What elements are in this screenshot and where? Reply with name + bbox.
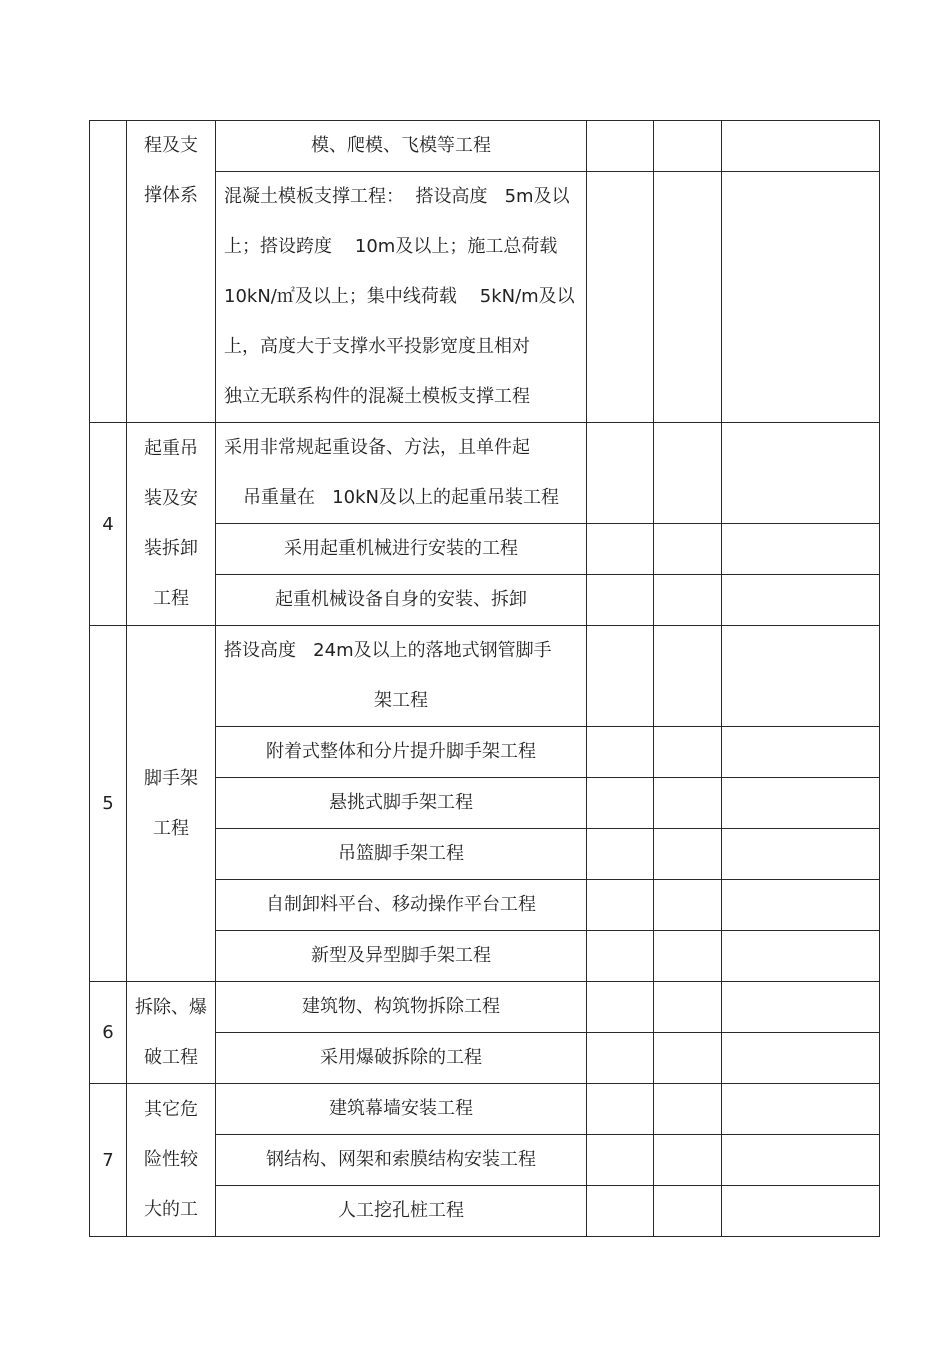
- category-line: 工程: [153, 817, 189, 839]
- empty-cell: [722, 1033, 880, 1084]
- category-line: 撑体系: [144, 185, 198, 206]
- category-line: 大的工: [144, 1199, 198, 1220]
- description-cell: [216, 931, 587, 982]
- description-cell: [216, 524, 587, 575]
- description-cell: [216, 1033, 587, 1084]
- description-cell: [216, 982, 587, 1033]
- description-cell: [216, 626, 587, 727]
- category-cell: [127, 626, 216, 982]
- empty-cell: [587, 727, 654, 778]
- hazard-project-table: [89, 120, 880, 1237]
- empty-cell: [722, 172, 880, 423]
- description-line: 10kN/㎡及以上；集中线荷载 5kN/m及以: [224, 286, 575, 307]
- description-cell: [216, 880, 587, 931]
- description-line: 上，高度大于支撑水平投影宽度且相对: [224, 336, 530, 357]
- empty-cell: [587, 172, 654, 423]
- row-number-cell: 5: [90, 626, 127, 982]
- description-line: 混凝土模板支撑工程： 搭设高度 5m及以: [224, 186, 570, 207]
- description-line: 独立无联系构件的混凝土模板支撑工程: [224, 386, 530, 407]
- empty-cell: [654, 121, 722, 172]
- description-cell: [216, 829, 587, 880]
- description-line: 悬挑式脚手架工程: [329, 792, 473, 813]
- description-cell: [216, 423, 587, 524]
- description-line: 搭设高度 24m及以上的落地式钢管脚手: [224, 640, 552, 661]
- category-line: 其它危: [144, 1099, 198, 1120]
- empty-cell: [722, 1135, 880, 1186]
- description-line: 吊重量在 10kN及以上的起重吊装工程: [243, 487, 559, 508]
- category-cell: [127, 982, 216, 1084]
- empty-cell: [654, 626, 722, 727]
- table-row: [90, 626, 880, 727]
- empty-cell: [722, 423, 880, 524]
- empty-cell: [722, 727, 880, 778]
- description-line: 钢结构、网架和索膜结构安装工程: [266, 1149, 536, 1170]
- description-line: 采用非常规起重设备、方法，且单件起: [224, 437, 530, 458]
- category-line: 拆除、爆: [135, 996, 207, 1018]
- description-line: 新型及异型脚手架工程: [311, 945, 491, 966]
- description-cell: [216, 727, 587, 778]
- empty-cell: [587, 524, 654, 575]
- empty-cell: [654, 423, 722, 524]
- category-line: 脚手架: [144, 767, 198, 789]
- description-line: 架工程: [374, 690, 428, 711]
- category-cell: [127, 121, 216, 423]
- empty-cell: [654, 727, 722, 778]
- description-line: 附着式整体和分片提升脚手架工程: [266, 741, 536, 762]
- table-row: [90, 423, 880, 524]
- category-cell: [127, 1084, 216, 1237]
- empty-cell: [722, 1186, 880, 1237]
- empty-cell: [722, 1084, 880, 1135]
- row-number-cell: [90, 121, 127, 423]
- description-line: 模、爬模、飞模等工程: [311, 135, 491, 156]
- empty-cell: [722, 626, 880, 727]
- empty-cell: [722, 931, 880, 982]
- empty-cell: [587, 880, 654, 931]
- description-line: 建筑物、构筑物拆除工程: [302, 996, 500, 1017]
- empty-cell: [722, 121, 880, 172]
- empty-cell: [654, 172, 722, 423]
- empty-cell: [587, 626, 654, 727]
- description-line: 起重机械设备自身的安装、拆卸: [275, 589, 527, 610]
- empty-cell: [587, 931, 654, 982]
- description-cell: [216, 778, 587, 829]
- empty-cell: [722, 575, 880, 626]
- description-cell: [216, 1135, 587, 1186]
- description-cell: [216, 121, 587, 172]
- description-line: 采用爆破拆除的工程: [320, 1047, 482, 1068]
- empty-cell: [654, 1084, 722, 1135]
- empty-cell: [722, 778, 880, 829]
- empty-cell: [587, 575, 654, 626]
- empty-cell: [654, 778, 722, 829]
- row-number-cell: 7: [90, 1084, 127, 1237]
- empty-cell: [654, 1033, 722, 1084]
- empty-cell: [722, 982, 880, 1033]
- empty-cell: [587, 1135, 654, 1186]
- description-line: 采用起重机械进行安装的工程: [284, 538, 518, 559]
- description-cell: [216, 1186, 587, 1237]
- description-cell: [216, 1084, 587, 1135]
- table-row: [90, 121, 880, 172]
- empty-cell: [587, 778, 654, 829]
- table-row: [90, 1084, 880, 1135]
- description-cell: [216, 575, 587, 626]
- empty-cell: [587, 423, 654, 524]
- description-line: 自制卸料平台、移动操作平台工程: [266, 894, 536, 915]
- description-cell: [216, 172, 587, 423]
- empty-cell: [654, 829, 722, 880]
- table-row: [90, 982, 880, 1033]
- category-line: 装拆卸: [144, 538, 198, 559]
- empty-cell: [587, 121, 654, 172]
- empty-cell: [722, 880, 880, 931]
- empty-cell: [587, 982, 654, 1033]
- empty-cell: [654, 982, 722, 1033]
- description-line: 上；搭设跨度 10m及以上；施工总荷载: [224, 236, 558, 257]
- empty-cell: [722, 524, 880, 575]
- row-number-cell: 6: [90, 982, 127, 1084]
- category-line: 装及安: [144, 488, 198, 509]
- empty-cell: [587, 829, 654, 880]
- empty-cell: [654, 575, 722, 626]
- empty-cell: [587, 1033, 654, 1084]
- empty-cell: [654, 931, 722, 982]
- description-line: 吊篮脚手架工程: [338, 843, 464, 864]
- category-line: 破工程: [144, 1046, 198, 1068]
- empty-cell: [654, 524, 722, 575]
- category-cell: [127, 423, 216, 626]
- category-line: 工程: [153, 588, 189, 609]
- empty-cell: [587, 1084, 654, 1135]
- empty-cell: [654, 880, 722, 931]
- category-line: 险性较: [144, 1149, 198, 1170]
- category-line: 程及支: [144, 135, 198, 156]
- empty-cell: [654, 1135, 722, 1186]
- row-number-cell: 4: [90, 423, 127, 626]
- empty-cell: [722, 829, 880, 880]
- empty-cell: [654, 1186, 722, 1237]
- category-line: 起重吊: [144, 438, 198, 459]
- empty-cell: [587, 1186, 654, 1237]
- description-line: 人工挖孔桩工程: [338, 1200, 464, 1221]
- description-line: 建筑幕墙安装工程: [329, 1098, 473, 1119]
